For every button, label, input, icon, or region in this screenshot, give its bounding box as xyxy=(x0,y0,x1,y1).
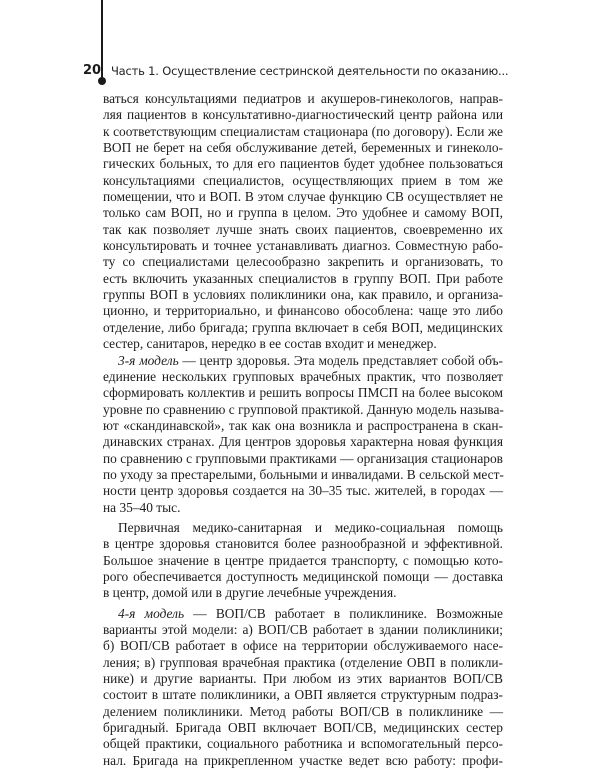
paragraph-continuation xyxy=(103,91,503,353)
text-line: бригадный. Бригада ОВП включает ВОП/СВ, медицинских сестер xyxy=(103,720,503,736)
model-4-lead: 4-я модель xyxy=(118,605,185,621)
paragraph-model-3 xyxy=(103,353,503,516)
text-line: ваться консультациями педиатров и акушеров-гинекологов, направ- xyxy=(103,91,503,106)
text-line: ления; в) групповая врачебная практика (отделение ОВП в поликли- xyxy=(103,654,503,670)
text-line: сформировать коллектив и решить вопросы ПМСП на более высоком xyxy=(103,385,503,401)
text-line: помещении, что и ВОП. В этом случае функцию СВ осуществляет не xyxy=(103,189,503,205)
header-rule xyxy=(101,0,103,79)
text-line: по сравнению с групповыми практиками — организация стационаров xyxy=(103,450,503,466)
text-line: так как позволяет лучше знать своих пациентов, своевременно их xyxy=(103,221,503,237)
text-line: динавских странах. Для центров здоровья характерна новая функция xyxy=(103,434,503,450)
text-line: нал. Бригада на прикрепленном участке ведет всю работу: профи- xyxy=(103,752,503,768)
text-line: консультациями специалистов, осуществляющих прием в том же xyxy=(103,172,503,188)
text-line: в центре здоровья становится более разнообразной и эффективной. xyxy=(103,536,503,552)
text-run: — ВОП/СВ работает в поликлинике. Возможные xyxy=(184,605,503,621)
text-line: группы ВОП в условиях поликлиники она, как правило, и организа- xyxy=(103,287,503,303)
text-line: б) ВОП/СВ работает в офисе на территории обслуживаемого насе- xyxy=(103,638,503,654)
running-title: Часть 1. Осуществление сестринской деятельности по оказанию... xyxy=(111,64,509,78)
text-line: ВОП не берет на себя обслуживание детей, беременных и гинеколо- xyxy=(103,140,503,156)
text-line: есть включить указанных специалистов в группу ВОП. При работе xyxy=(103,270,503,286)
text-line: на 35–40 тыс. xyxy=(103,499,181,515)
text-line: нике) и другие варианты. При любом из этих вариантов ВОП/СВ xyxy=(103,671,503,687)
text-line: консультировать и точнее устанавливать диагноз. Совместную рабо- xyxy=(103,238,503,254)
text-line: отделение, либо бригада; группа включает в себя ВОП, медицинских xyxy=(103,319,503,335)
text-line: только сам ВОП, но и группа в целом. Это удобнее и самому ВОП, xyxy=(103,205,503,221)
text-line: в центр, домой или в другие лечебные учреждения. xyxy=(103,585,397,601)
text-line: уровне по сравнению с групповой практикой. Данную модель называ- xyxy=(103,401,504,417)
text-line: делением поликлиники. Метод работы ВОП/СВ в поликлинике — xyxy=(103,703,503,719)
text-line: ционно, и территориально, и финансово обособлена: чаще это либо xyxy=(103,303,503,319)
text-line: к соответствующим специалистам стационара (по договору). Если же xyxy=(103,123,503,139)
text-line: ют «скандинавской», так как она возникла и распространена в скан- xyxy=(103,417,503,433)
model-3-lead: 3-я модель xyxy=(118,352,179,368)
text-line: единение нескольких групповых врачебных практик, что позволяет xyxy=(103,368,503,384)
text-line: Первичная медико-санитарная и медико-социальная помощь xyxy=(118,519,503,535)
paragraph-model-4 xyxy=(103,606,503,769)
text-line: ности центр здоровья создается на 30–35 тыс. жителей, в городах — xyxy=(103,483,503,499)
text-line: рого обеспечивается доступность медицинской помощи — доставка xyxy=(103,568,503,584)
text-line: ту со специалистами целесообразно закрепить и организовать, то xyxy=(103,254,503,270)
text-line xyxy=(103,353,503,369)
body-text xyxy=(103,91,503,769)
text-line: варианты этой модели: а) ВОП/СВ работает в здании поликлиники; xyxy=(103,622,503,637)
text-line: по уходу за престарелыми, больными и инвалидами. В сельской мест- xyxy=(103,466,504,482)
text-run: — центр здоровья. Эта модель представляет собой объ- xyxy=(178,352,503,368)
text-line xyxy=(103,606,503,622)
page-number: 20 xyxy=(83,63,102,78)
paragraph-health-center xyxy=(103,520,503,602)
text-line: гических больных, то для его пациентов будет удобнее пользоваться xyxy=(103,156,503,172)
text-line: состоит в штате поликлиники, а ОВП является структурным подраз- xyxy=(103,687,503,703)
text-line: Большое значение в центре придается транспорту, с помощью кото- xyxy=(103,552,503,568)
header-rule-dot xyxy=(98,77,106,85)
text-line: общей практики, социального работника и вспомогательный персо- xyxy=(103,736,503,752)
text-line: сестер, санитаров, нередко в ее состав входит и менеджер. xyxy=(103,336,437,352)
text-line: ляя пациентов в консультативно-диагностический центр района или xyxy=(103,107,503,123)
